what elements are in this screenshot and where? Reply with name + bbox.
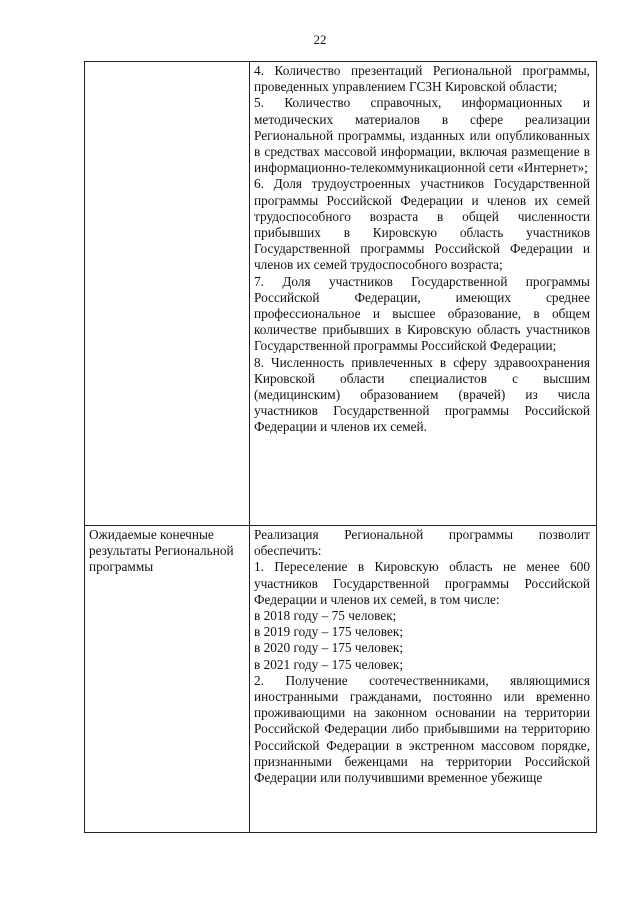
row-content-cell: [250, 526, 597, 833]
results-list: [250, 526, 596, 830]
table-row: [85, 526, 597, 833]
row-label-cell: [85, 62, 250, 526]
row-label: [85, 62, 249, 64]
indicator-item: 7. Доля участников Государственной программы Российской Федерации, имеющих среднее профессиональное и высшее образование, в общем количестве прибывших в Кировскую область участников Государственной программы Российской Федерации;: [254, 273, 590, 354]
indicator-item: 4. Количество презентаций Региональной программы, проведенных управлением ГСЗН Кировской области;: [254, 63, 590, 95]
row-content-cell: [250, 62, 597, 526]
program-table: [84, 61, 597, 833]
indicator-item: 8. Численность привлеченных в сферу здравоохранения Кировской области специалистов с высшим (медицинским) образованием (врачей) из числа участников Государственной программы Российской Федерации и членов их семей.: [254, 354, 590, 435]
row-label-cell: [85, 526, 250, 833]
result-item: в 2019 году – 175 человек;: [254, 624, 404, 640]
row-label: Ожидаемые конечные результаты Региональной программы: [89, 527, 234, 575]
indicator-item: 5. Количество справочных, информационных и методических материалов в сфере реализации Региональной программы, изданных или опубликованных в средствах массовой информации, включая размещение в информационно-телекоммуникационной сети «Интернет»;: [254, 95, 590, 176]
result-item: Реализация Региональной программы позволит обеспечить:: [254, 527, 590, 559]
table-row: [85, 62, 597, 526]
indicator-item: 6. Доля трудоустроенных участников Государственной программы Российской Федерации и членов их семей трудоспособного возраста в общей численности прибывших в Кировскую область участников Государственной программы Российской Федерации и членов их семей трудоспособного возраста;: [254, 176, 590, 273]
result-item: 1. Переселение в Кировскую область не менее 600 участников Государственной программы Российской Федерации и членов их семей, в том числе:: [254, 559, 590, 607]
result-item: в 2021 году – 175 человек;: [254, 656, 404, 672]
indicators-list: [250, 62, 596, 437]
result-item: в 2020 году – 175 человек;: [254, 640, 404, 656]
result-item: 2. Получение соотечественниками, являющимися иностранными гражданами, постоянно или временно проживающими на законном основании на территории Российской Федерации либо прибывшими на территорию Российской Федерации в экстренном массовом порядке, признанными беженцами на территории Российской Федерации или получившими временное убежище: [254, 672, 590, 786]
result-item: в 2018 году – 75 человек;: [254, 608, 397, 624]
page-number: 22: [313, 32, 327, 47]
